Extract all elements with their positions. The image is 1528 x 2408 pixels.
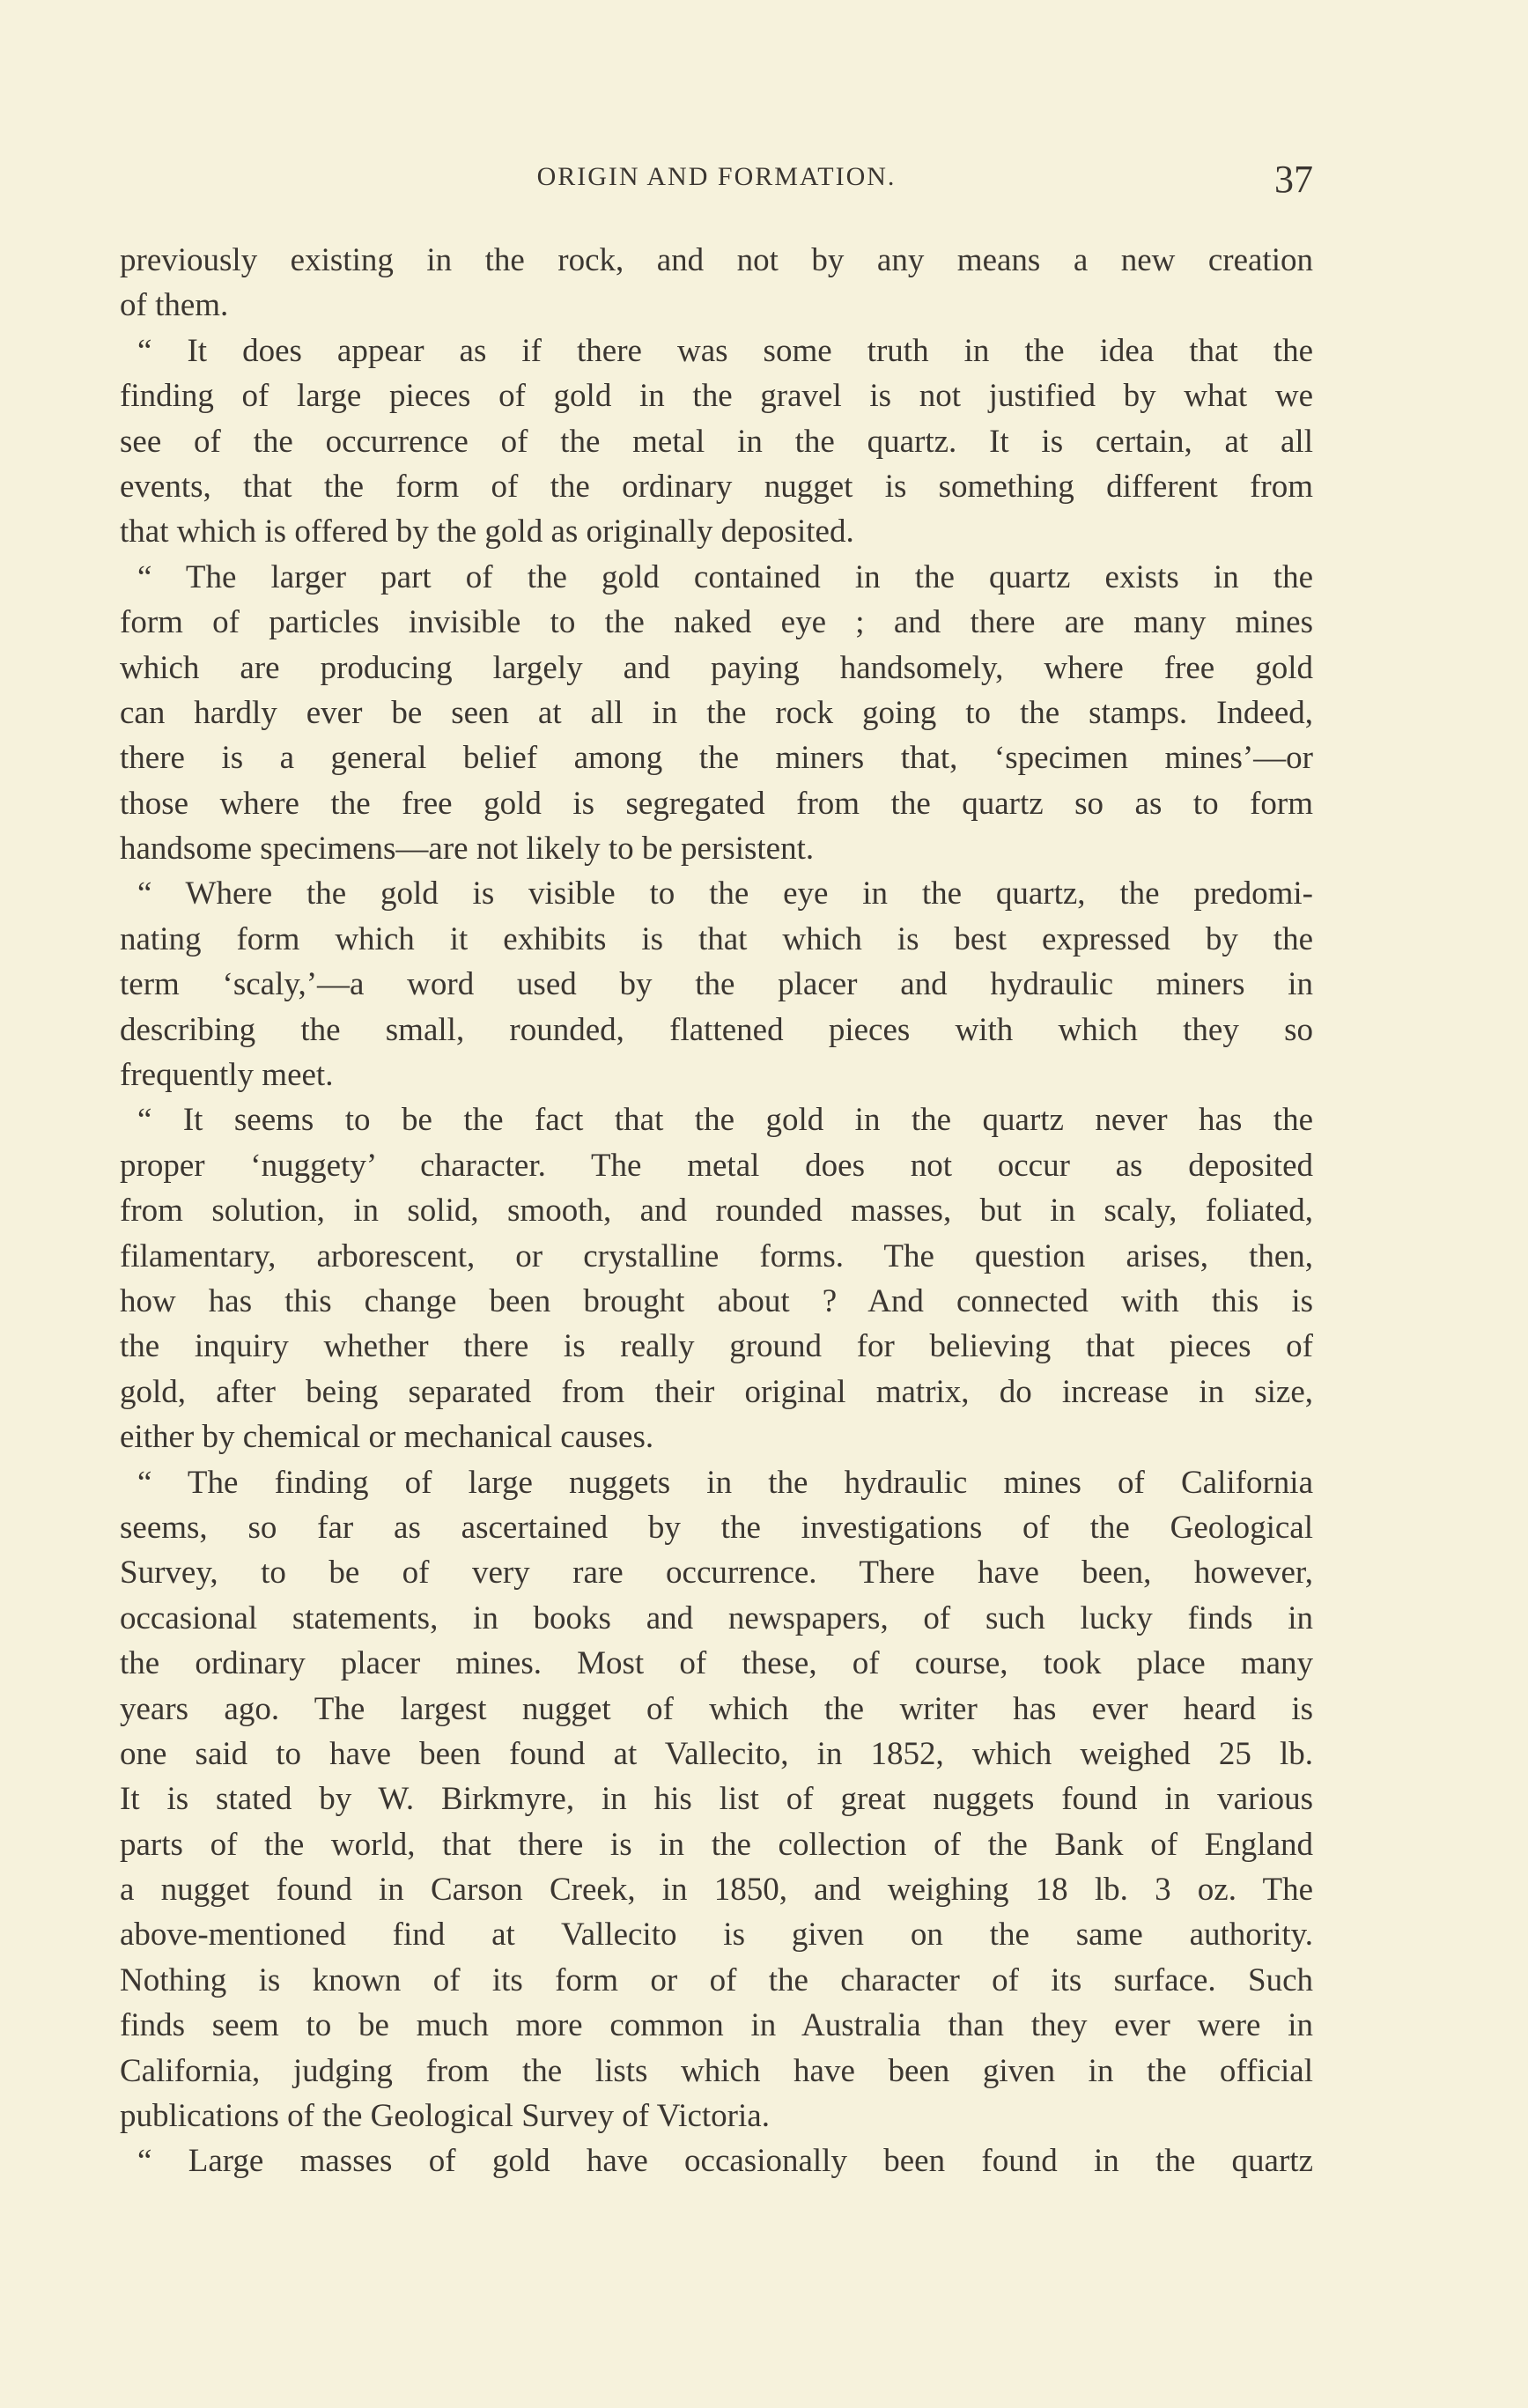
text-line: It is stated by W. Birkmyre, in his list of great nuggets found in various — [120, 1781, 1313, 1818]
paragraph — [120, 329, 1313, 555]
text-line: handsome specimens—are not likely to be persistent. — [120, 831, 815, 868]
paragraph — [120, 238, 1313, 329]
text-line: of them. — [120, 287, 229, 324]
text-line: see of the occurrence of the metal in the quartz. It is certain, at all — [120, 423, 1313, 460]
paragraph — [120, 871, 1313, 1097]
text-line: term ‘scaly,’—a word used by the placer and hydraulic miners in — [120, 966, 1313, 1003]
text-line: Nothing is known of its form or of the character of its surface. Such — [120, 1961, 1313, 1998]
text-line: “ Where the gold is visible to the eye in the quartz, the predomi- — [137, 875, 1313, 912]
text-line: how has this change been brought about ? And connected with this is — [120, 1282, 1313, 1319]
text-line: occasional statements, in books and newspapers, of such lucky finds in — [120, 1599, 1313, 1636]
text-line: events, that the form of the ordinary nugget is something different from — [120, 468, 1313, 505]
text-line: California, judging from the lists which have been given in the official — [120, 2052, 1313, 2089]
text-line: the inquiry whether there is really ground for believing that pieces of — [120, 1328, 1313, 1365]
text-line: from solution, in solid, smooth, and rounded masses, but in scaly, foliated, — [120, 1193, 1313, 1230]
text-line: finding of large pieces of gold in the gravel is not justified by what we — [120, 378, 1313, 415]
text-line: nating form which it exhibits is that which is best expressed by the — [120, 920, 1313, 957]
paragraph — [120, 1460, 1313, 2139]
text-line: finds seem to be much more common in Australia than they ever were in — [120, 2007, 1313, 2044]
paragraph — [120, 1097, 1313, 1459]
page-number: 37 — [1274, 158, 1313, 201]
running-title: ORIGIN AND FORMATION. — [536, 162, 897, 191]
text-line: years ago. The largest nugget of which the writer has ever heard is — [120, 1690, 1313, 1727]
text-line: that which is offered by the gold as originally deposited. — [120, 513, 854, 550]
text-line: frequently meet. — [120, 1057, 334, 1094]
text-line: the ordinary placer mines. Most of these, of course, took place many — [120, 1645, 1313, 1682]
text-line: above-mentioned find at Vallecito is given on the same authority. — [120, 1917, 1313, 1954]
text-line: there is a general belief among the miners that, ‘specimen mines’—or — [120, 740, 1313, 777]
text-line: describing the small, rounded, flattened pieces with which they so — [120, 1011, 1313, 1048]
text-line: “ Large masses of gold have occasionally been found in the quartz — [137, 2143, 1313, 2180]
text-line: “ The larger part of the gold contained in the quartz exists in the — [137, 558, 1313, 595]
text-line: proper ‘nuggety’ character. The metal does not occur as deposited — [120, 1147, 1313, 1184]
body-text — [120, 238, 1313, 2184]
text-line: gold, after being separated from their original matrix, do increase in size, — [120, 1373, 1313, 1410]
paragraph — [120, 555, 1313, 872]
text-line: either by chemical or mechanical causes. — [120, 1419, 654, 1456]
text-line: which are producing largely and paying handsomely, where free gold — [120, 649, 1313, 686]
text-line: “ The finding of large nuggets in the hydraulic mines of California — [137, 1464, 1313, 1501]
text-line: seems, so far as ascertained by the investigations of the Geological — [120, 1509, 1313, 1546]
text-line: a nugget found in Carson Creek, in 1850, and weighing 18 lb. 3 oz. The — [120, 1872, 1313, 1909]
text-line: filamentary, arborescent, or crystalline forms. The question arises, then, — [120, 1237, 1313, 1274]
text-line: “ It does appear as if there was some truth in the idea that the — [137, 332, 1313, 369]
text-line: previously existing in the rock, and not by any means a new creation — [120, 242, 1313, 278]
text-line: those where the free gold is segregated from the quartz so as to form — [120, 785, 1313, 822]
text-line: one said to have been found at Vallecito, in 1852, which weighed 25 lb. — [120, 1735, 1313, 1772]
text-line: parts of the world, that there is in the collection of the Bank of England — [120, 1826, 1313, 1863]
text-line: can hardly ever be seen at all in the rock going to the stamps. Indeed, — [120, 694, 1313, 731]
text-line: Survey, to be of very rare occurrence. There have been, however, — [120, 1555, 1313, 1592]
text-line: form of particles invisible to the naked eye ; and there are many mines — [120, 604, 1313, 641]
paragraph — [120, 2138, 1313, 2183]
text-line: “ It seems to be the fact that the gold in the quartz never has the — [137, 1102, 1313, 1139]
page-header — [120, 157, 1313, 201]
text-line: publications of the Geological Survey of Victoria. — [120, 2098, 770, 2135]
